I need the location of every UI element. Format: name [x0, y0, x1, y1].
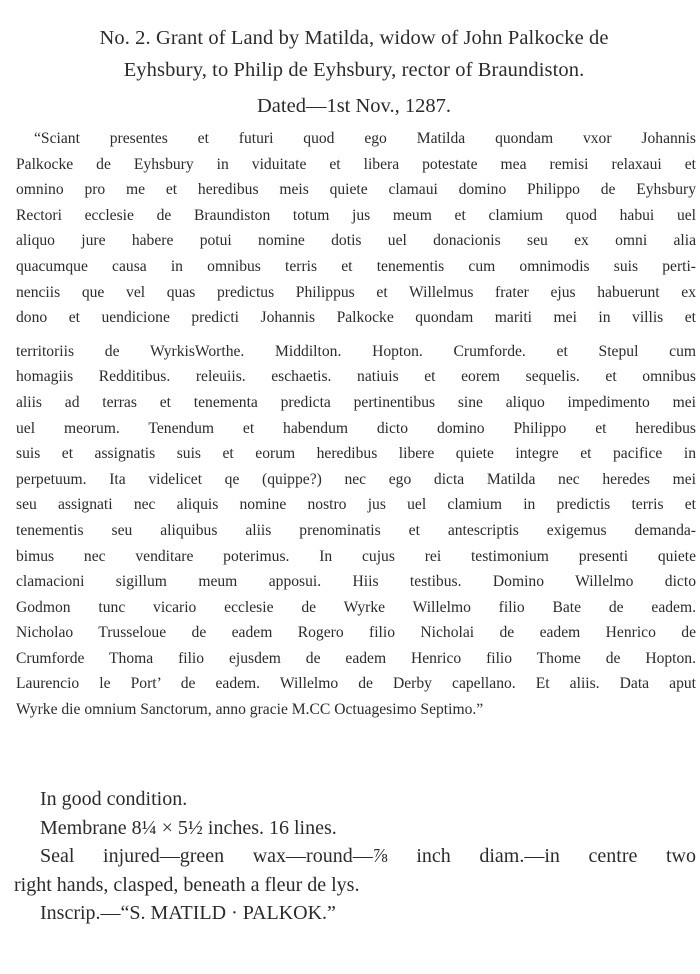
charter-line: Laurencio le Port’ de eadem. Willelmo de Derby capellano. Et aliis. Data aput: [16, 675, 696, 693]
membrane-note: Membrane 8¼ × 5½ inches. 16 lines.: [40, 816, 337, 839]
seal-note-line-1: Seal injured—green wax—round—⅞ inch diam.—in centre two: [40, 845, 696, 867]
charter-line: suis et assignatis suis et eorum heredibus libere quiete integre et pacifice in: [16, 445, 696, 463]
charter-line: Crumforde Thoma filio ejusdem de eadem Henrico filio Thome de Hopton.: [16, 649, 696, 667]
charter-text: [16, 126, 696, 723]
charter-line: Palkocke de Eyhsbury in viduitate et libera potestate mea remisi relaxaui et: [16, 155, 696, 173]
charter-line: territoriis de WyrkisWorthe. Middilton. Hopton. Crumforde. et Stepul cum: [16, 342, 696, 360]
charter-line: uel meorum. Tenendum et habendum dicto domino Philippo et heredibus: [16, 419, 696, 437]
document-title-line-2: Eyhsbury, to Philip de Eyhsbury, rector of Braundiston.: [123, 59, 585, 81]
date-line: Dated—1st Nov., 1287.: [257, 95, 451, 117]
charter-line: aliis ad terras et tenementa predicta pertinentibus sine aliquo impedimento mei: [16, 393, 696, 411]
charter-line: bimus nec venditare poterimus. In cujus rei testimonium presenti quiete: [16, 547, 696, 565]
charter-line: Godmon tunc vicario ecclesie de Wyrke Willelmo filio Bate de eadem.: [16, 598, 696, 616]
charter-line: seu assignati nec aliquis nomine nostro jus uel clamium in predictis terris et: [16, 496, 696, 514]
document-title-line-1: No. 2. Grant of Land by Matilda, widow of John Palkocke de: [99, 27, 609, 49]
charter-line: homagiis Redditibus. releuiis. eschaetis. natiuis et eorem sequelis. et omnibus: [16, 368, 696, 386]
charter-line: Wyrke die omnium Sanctorum, anno gracie M.CC Octuagesimo Septimo.”: [16, 701, 484, 719]
charter-line: tenementis seu aliquibus aliis prenominatis et antescriptis exigemus demanda-: [16, 521, 696, 539]
seal-note-line-2: right hands, clasped, beneath a fleur de lys.: [14, 873, 360, 896]
charter-line: clamacioni sigillum meum apposui. Hiis testibus. Domino Willelmo dicto: [16, 573, 696, 591]
inscription-note: Inscrip.—“S. MATILD · PALKOK.”: [40, 902, 336, 924]
document-notes: [14, 785, 696, 928]
condition-note: In good condition.: [40, 788, 188, 810]
charter-line: Rectori ecclesie de Braundiston totum jus meum et clamium quod habui uel: [16, 206, 696, 224]
charter-line: nenciis que vel quas predictus Philippus et Willelmus frater ejus habuerunt ex: [16, 283, 696, 301]
charter-line: Nicholao Trusseloue de eadem Rogero filio Nicholai de eadem Henrico de: [16, 624, 696, 642]
charter-line: omnino pro me et heredibus meis quiete clamaui domino Philippo de Eyhsbury: [16, 181, 696, 199]
charter-line: perpetuum. Ita videlicet qe (quippe?) nec ego dicta Matilda nec heredes mei: [16, 470, 696, 488]
charter-line: “Sciant presentes et futuri quod ego Matilda quondam vxor Johannis: [34, 130, 696, 147]
charter-line: quacumque causa in omnibus terris et tenementis cum omnimodis suis perti-: [16, 257, 696, 275]
charter-line: dono et uendicione predicti Johannis Palkocke quondam mariti mei in villis et: [16, 309, 696, 327]
charter-line: aliquo jure habere potui nomine dotis uel donacionis seu ex omni alia: [16, 232, 696, 250]
